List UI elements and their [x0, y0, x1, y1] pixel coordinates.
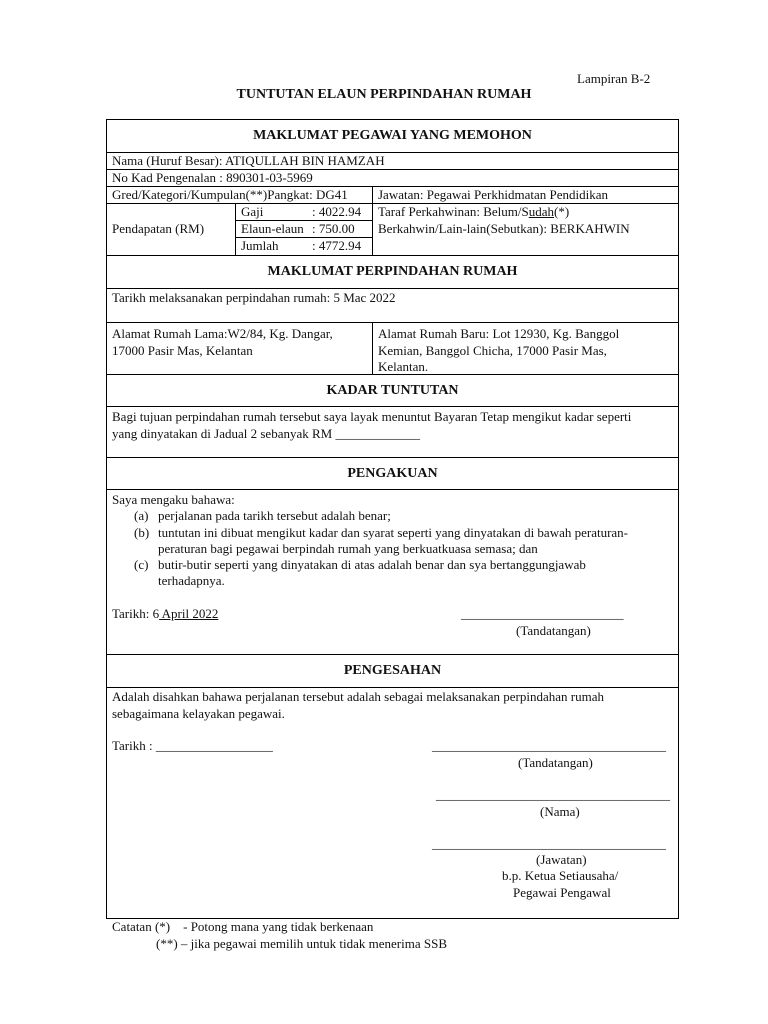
section-heading-perpindahan: MAKLUMAT PERPINDAHAN RUMAH — [267, 264, 518, 279]
pendapatan-label: Pendapatan (RM) — [112, 221, 205, 236]
bp-ketua-setiausaha: b.p. Ketua Setiausaha/ — [502, 868, 619, 883]
item-b-text1: tuntutan ini dibuat mengikut kadar dan syarat seperti yang dinyatakan di bawah peraturan- — [158, 525, 629, 540]
item-c-text1: butir-butir seperti yang dinyatakan di atas adalah benar dan sya bertanggungjawab — [158, 557, 586, 572]
gaji-label: Gaji — [241, 204, 264, 219]
catatan-line1: Catatan (*) - Potong mana yang tidak berkenaan — [112, 919, 374, 934]
kadar-line1: Bagi tujuan perpindahan rumah tersebut saya layak menuntut Bayaran Tetap mengikut kadar seperti — [112, 409, 632, 424]
section-heading-pegawai: MAKLUMAT PEGAWAI YANG MEMOHON — [253, 128, 532, 143]
berkahwin-field: Berkahwin/Lain-lain(Sebutkan): BERKAHWIN — [378, 221, 630, 236]
section-heading-pengesahan: PENGESAHAN — [343, 663, 442, 678]
item-c-text2: terhadapnya. — [158, 573, 225, 588]
pengesahan-tarikh: Tarikh : __________________ — [112, 738, 273, 753]
item-a-text: perjalanan pada tarikh tersebut adalah benar; — [158, 508, 391, 523]
pengakuan-signature-label: (Tandatangan) — [516, 623, 591, 638]
elaun-label: Elaun-elaun — [241, 221, 304, 236]
pengesahan-jawatan-label: (Jawatan) — [536, 852, 587, 867]
pengesahan-signature-label: (Tandatangan) — [518, 755, 593, 770]
item-b-marker: (b) — [134, 525, 150, 540]
taraf-suffix: (*) — [554, 204, 570, 219]
pengakuan-tarikh-label: Tarikh: 6 — [112, 606, 160, 621]
taraf-perkahwinan-field — [378, 204, 569, 220]
gaji-value: : 4022.94 — [312, 204, 362, 219]
taraf-prefix: Taraf Perkahwinan: Belum/S — [378, 204, 529, 219]
pengesahan-line2: sebagaimana kelayakan pegawai. — [112, 706, 285, 721]
nama-field: Nama (Huruf Besar): ATIQULLAH BIN HAMZAH — [112, 153, 385, 168]
pengakuan-intro: Saya mengaku bahawa: — [112, 492, 235, 507]
jawatan-field: Jawatan: Pegawai Perkhidmatan Pendidikan — [378, 187, 608, 202]
section-heading-kadar: KADAR TUNTUTAN — [326, 383, 459, 398]
jumlah-value: : 4772.94 — [312, 238, 362, 253]
tarikh-pindah-field: Tarikh melaksanakan perpindahan rumah: 5 Mac 2022 — [112, 290, 396, 305]
item-b-text2: peraturan bagi pegawai berpindah rumah yang berkuatkuasa semasa; dan — [158, 541, 538, 556]
pengesahan-nama-line: ____________________________________ — [436, 787, 670, 802]
kadar-line2: yang dinyatakan di Jadual 2 sebanyak RM _____________ — [112, 426, 420, 441]
alamat-lama-line1: Alamat Rumah Lama:W2/84, Kg. Dangar, — [112, 326, 333, 341]
pengesahan-jawatan-line: ____________________________________ — [432, 836, 666, 851]
section-heading-pengakuan: PENGAKUAN — [347, 466, 438, 481]
alamat-baru-line2: Kemian, Banggol Chicha, 17000 Pasir Mas, — [378, 343, 607, 358]
gred-field: Gred/Kategori/Kumpulan(**)Pangkat: DG41 — [112, 187, 348, 202]
lampiran-label: Lampiran B-2 — [577, 71, 651, 86]
pengakuan-tarikh-value: April 2022 — [159, 606, 219, 621]
document-title: TUNTUTAN ELAUN PERPINDAHAN RUMAH — [236, 87, 532, 102]
pengakuan-signature-line: _________________________ — [461, 606, 624, 621]
jumlah-label: Jumlah — [241, 238, 279, 253]
pengesahan-line1: Adalah disahkan bahawa perjalanan tersebut adalah sebagai melaksanakan perpindahan rumah — [112, 689, 604, 704]
taraf-underlined: udah — [528, 204, 554, 219]
catatan-line2: (**) – jika pegawai memilih untuk tidak menerima SSB — [156, 936, 448, 951]
pengesahan-signature-line: ____________________________________ — [432, 738, 666, 753]
bp-pegawai-pengawal: Pegawai Pengawal — [513, 885, 611, 900]
alamat-lama-line2: 17000 Pasir Mas, Kelantan — [112, 343, 253, 358]
alamat-baru-line3: Kelantan. — [378, 359, 429, 374]
alamat-baru-line1: Alamat Rumah Baru: Lot 12930, Kg. Banggol — [378, 326, 620, 341]
item-a-marker: (a) — [134, 508, 149, 523]
item-c-marker: (c) — [134, 557, 149, 572]
pengesahan-nama-label: (Nama) — [540, 804, 580, 819]
pengakuan-tarikh — [112, 606, 218, 622]
kad-pengenalan-field: No Kad Pengenalan : 890301-03-5969 — [112, 170, 313, 185]
elaun-value: : 750.00 — [312, 221, 355, 236]
